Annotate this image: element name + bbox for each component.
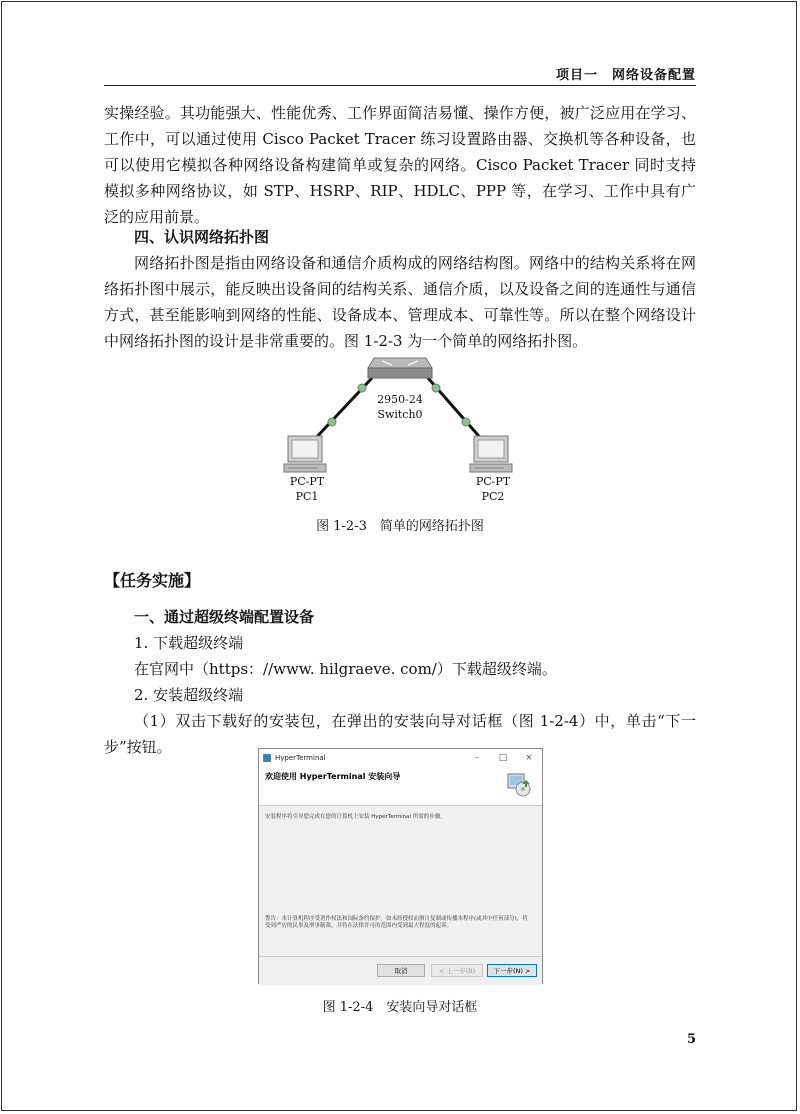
dialog-warning: 警告：本计算机程序受著作权法和国际条约保护。如未经授权而擅自复制或传播本程序(或其中任何部分)，将受到严厉的民事及刑事制裁，并将在法律许可的范围内受到最大程度的起诉。 (265, 916, 528, 929)
pc1-icon (284, 436, 326, 472)
step-download: 1. 下载超级终端 (134, 634, 244, 652)
switch-icon (368, 358, 432, 378)
app-icon (263, 754, 271, 762)
running-header: 项目一 网络设备配置 (555, 68, 696, 83)
port-indicator-switch-right (432, 384, 440, 392)
install-disk-icon (506, 771, 532, 797)
close-icon[interactable]: × (525, 753, 533, 763)
paragraph-packet-tracer: 实操经验。其功能强大、性能优秀、工作界面简洁易懂、操作方便，被广泛应用在学习、工作中，可以通过使用 Cisco Packet Tracer 练习设置路由器、交换机等各种设备，也可以使用它模拟各种网络设备构建简单或复杂的网络。Cisco Packet Tracer 同时支持模拟多种网络协议，如 STP、HSRP、RIP、HDLC、PPP 等，在学习、工作中具有广泛的应用前景。 (104, 104, 696, 226)
dialog-footer (259, 957, 542, 985)
paragraph-topology: 网络拓扑图是指由网络设备和通信介质构成的网络结构图。网络中的结构关系将在网络拓扑图中展示，能反映出设备间的结构关系、通信介质，以及设备之间的连通性与通信方式，甚至能影响到网络的性能、设备成本、管理成本、可靠性等。所以在整个网络设计中网络拓扑图的设计是非常重要的。图 1-2-3 为一个简单的网络拓扑图。 (104, 254, 696, 350)
switch-name: Switch0 (377, 408, 423, 421)
dialog-description: 安装程序将引导您完成在您的计算机上安装 HyperTerminal 所需的步骤。 (265, 814, 446, 820)
maximize-icon[interactable]: □ (498, 753, 508, 763)
task-title: 【任务实施】 (104, 571, 201, 590)
welcome-text: 欢迎使用 HyperTerminal 安装向导 (265, 772, 401, 781)
section-heading-hyperterminal: 一、通过超级终端配置设备 (134, 608, 315, 626)
dialog-titlebar (259, 749, 542, 767)
step-install: 2. 安装超级终端 (134, 686, 244, 704)
switch-label (370, 392, 430, 422)
pc1-type: PC-PT (289, 475, 325, 488)
pc2-type: PC-PT (475, 475, 511, 488)
next-button[interactable]: 下一步(N) > (487, 964, 537, 977)
switch-model: 2950-24 (377, 393, 423, 406)
step-download-text: 在官网中（https：//www. hilgraeve. com/）下载超级终端。 (134, 660, 557, 678)
port-indicator-switch-left (358, 384, 366, 392)
pc2-icon (470, 436, 512, 472)
page-number: 5 (686, 1032, 696, 1047)
dialog-title: HyperTerminal (275, 754, 326, 762)
header-rule (104, 85, 696, 86)
cancel-button[interactable]: 取消 (377, 964, 425, 977)
section-heading-topology: 四、认识网络拓扑图 (134, 228, 270, 246)
pc1-label (272, 474, 342, 504)
minimize-icon[interactable]: – (474, 753, 480, 763)
installer-dialog (258, 748, 543, 984)
step-install-text: （1）双击下载好的安装包，在弹出的安装向导对话框（图 1-2-4）中，单击“下一步”按钮。 (104, 712, 696, 756)
topology-figure (270, 350, 530, 510)
dialog-body (259, 806, 542, 957)
pc1-name: PC1 (295, 490, 319, 503)
pc2-name: PC2 (481, 490, 505, 503)
figure-caption-dialog: 图 1-2-4 安装向导对话框 (322, 1000, 478, 1015)
back-button[interactable]: < 上一步(B) (431, 964, 483, 977)
figure-caption-topology: 图 1-2-3 简单的网络拓扑图 (316, 519, 484, 534)
dialog-header (259, 767, 542, 806)
port-indicator-pc1 (328, 418, 336, 426)
pc2-label (458, 474, 528, 504)
port-indicator-pc2 (462, 418, 470, 426)
